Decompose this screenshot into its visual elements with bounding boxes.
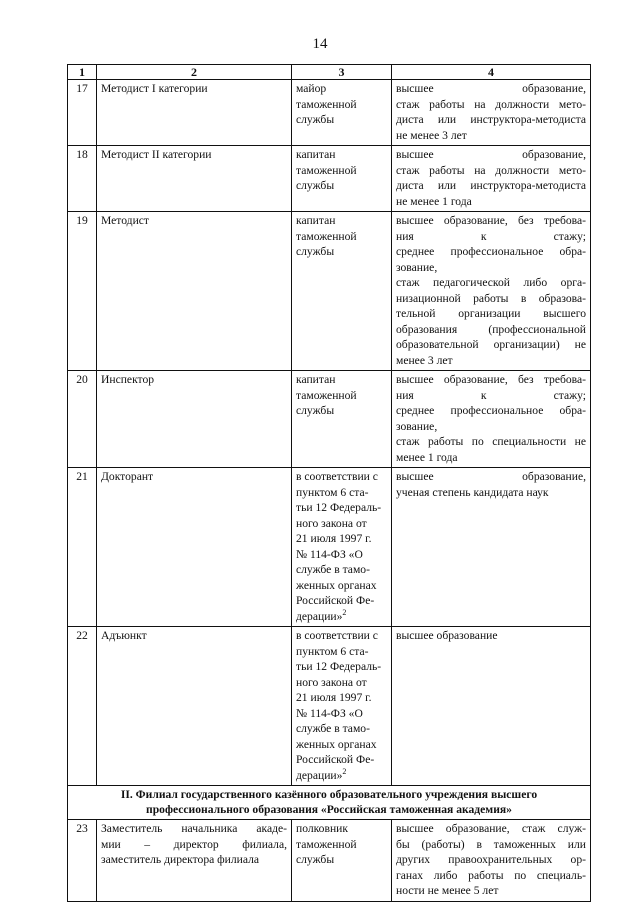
rank — [292, 371, 392, 468]
rank-line: в соответствии с — [296, 470, 378, 483]
rank-line: таможенной — [296, 388, 357, 402]
table-header-row — [68, 65, 591, 80]
rank-line: Российской Фе- — [296, 753, 375, 766]
rank — [292, 820, 392, 902]
rank-line: дерации» — [296, 768, 343, 782]
rank-line: службы — [296, 245, 335, 258]
requirement-line: высшее образование — [396, 629, 498, 642]
rank-line: тьи 12 Федераль- — [296, 660, 382, 673]
qualification-requirements — [392, 212, 591, 371]
requirement-line: низационной работы в образова- — [396, 291, 586, 305]
requirement-line: тельной организации высшего — [396, 307, 586, 320]
requirement-line: ния к стажу; — [396, 388, 586, 402]
rank-line: пунктом 6 ста- — [296, 644, 369, 658]
requirement-line: высшее образование, — [396, 148, 586, 161]
table-row — [68, 212, 591, 371]
row-number: 22 — [68, 627, 97, 786]
column-number-1: 1 — [68, 65, 97, 80]
position-line: Методист II категории — [101, 148, 212, 161]
rank-line: таможенной — [296, 97, 357, 111]
table-row — [68, 146, 591, 212]
row-number: 18 — [68, 146, 97, 212]
position-line: мии – директор филиала, — [101, 837, 287, 851]
rank-line: службе в тамо- — [296, 563, 370, 576]
requirement-line: высшее образование, без требова- — [396, 214, 586, 227]
position-title — [97, 820, 292, 902]
position-title — [97, 371, 292, 468]
column-number-4: 4 — [392, 65, 591, 80]
qualification-requirements — [392, 80, 591, 146]
rank — [292, 468, 392, 627]
requirement-line: стаж работы на должности мето- — [396, 97, 586, 111]
rank-line: 21 июля 1997 г. — [296, 532, 372, 545]
table-row — [68, 627, 591, 786]
requirement-line: менее 1 года — [396, 450, 458, 464]
section-heading — [68, 786, 591, 820]
requirement-line: ганах либо работы по специаль- — [396, 868, 586, 882]
qualification-requirements — [392, 146, 591, 212]
rank — [292, 146, 392, 212]
position-title — [97, 80, 292, 146]
requirement-line: диста или инструктора-методиста — [396, 113, 586, 126]
rank — [292, 212, 392, 371]
column-number-3: 3 — [292, 65, 392, 80]
requirement-line: ния к стажу; — [396, 229, 586, 243]
footnote-marker: 2 — [342, 766, 347, 776]
row-number: 23 — [68, 820, 97, 902]
rank-line: таможенной — [296, 229, 357, 243]
section-heading-row — [68, 786, 591, 820]
requirement-line: образовательной организации) не — [396, 338, 586, 351]
qualification-requirements — [392, 468, 591, 627]
positions-table — [67, 64, 591, 902]
row-number: 19 — [68, 212, 97, 371]
qualification-requirements — [392, 627, 591, 786]
rank-line: № 114-ФЗ «О — [296, 547, 363, 561]
rank-line: таможенной — [296, 837, 357, 851]
rank-line: капитан — [296, 214, 336, 227]
rank — [292, 80, 392, 146]
table-body — [68, 80, 591, 902]
table-row — [68, 468, 591, 627]
requirement-line: среднее профессиональное обра- — [396, 404, 586, 417]
rank-line: тьи 12 Федераль- — [296, 501, 382, 514]
qualification-requirements — [392, 820, 591, 902]
position-line: Методист I категории — [101, 82, 208, 95]
rank-line: ного закона от — [296, 675, 367, 689]
rank-line: Российской Фе- — [296, 594, 375, 607]
requirement-line: стаж работы на должности мето- — [396, 163, 586, 177]
requirement-line: образования (профессиональной — [396, 322, 586, 336]
requirement-line: других правоохранительных ор- — [396, 853, 586, 866]
rank-line: службы — [296, 179, 335, 192]
requirement-line: стаж педагогической либо орга- — [396, 276, 586, 289]
position-line: Докторант — [101, 470, 154, 483]
position-line: Адъюнкт — [101, 629, 147, 642]
requirement-line: не менее 1 года — [396, 194, 472, 208]
requirement-line: высшее образование, — [396, 82, 586, 95]
rank-line: 21 июля 1997 г. — [296, 691, 372, 704]
requirement-line: бы (работы) в таможенных или — [396, 837, 586, 851]
requirement-line: зование, — [396, 419, 438, 433]
footnote-marker: 2 — [342, 607, 347, 617]
column-number-2: 2 — [97, 65, 292, 80]
rank-line: женных органах — [296, 737, 377, 751]
rank-line: ного закона от — [296, 516, 367, 530]
row-number: 21 — [68, 468, 97, 627]
position-line: Заместитель начальника акаде- — [101, 822, 287, 835]
rank-line: службы — [296, 853, 335, 866]
requirement-line: ности не менее 5 лет — [396, 884, 499, 897]
section-heading-line: профессионального образования «Российская таможенная академия» — [146, 803, 512, 816]
page-number: 14 — [312, 36, 328, 52]
requirement-line: стаж работы по специальности не — [396, 435, 586, 448]
requirement-line: высшее образование, — [396, 470, 586, 483]
rank-line: службы — [296, 113, 335, 126]
position-line: Инспектор — [101, 373, 155, 386]
requirement-line: менее 3 лет — [396, 353, 453, 367]
requirement-line: среднее профессиональное обра- — [396, 245, 586, 258]
section-heading-line: II. Филиал государственного казённого образовательного учреждения высшего — [120, 788, 538, 801]
rank-line: женных органах — [296, 578, 377, 592]
rank-line: таможенной — [296, 163, 357, 177]
requirement-line: высшее образование, без требова- — [396, 373, 586, 386]
rank-line: в соответствии с — [296, 629, 378, 642]
rank-line: службе в тамо- — [296, 722, 370, 735]
qualification-requirements — [392, 371, 591, 468]
table-row — [68, 80, 591, 146]
position-line: заместитель директора филиала — [101, 853, 260, 866]
rank-line: службы — [296, 404, 335, 417]
rank-line: дерации» — [296, 609, 343, 623]
rank-line: капитан — [296, 373, 336, 386]
requirement-line: высшее образование, стаж служ- — [396, 822, 586, 835]
table-row — [68, 820, 591, 902]
row-number: 17 — [68, 80, 97, 146]
requirement-line: не менее 3 лет — [396, 128, 467, 142]
rank-line: капитан — [296, 148, 336, 161]
requirement-line: ученая степень кандидата наук — [396, 485, 549, 499]
position-title — [97, 468, 292, 627]
position-title — [97, 146, 292, 212]
requirement-line: диста или инструктора-методиста — [396, 179, 586, 192]
table-row — [68, 371, 591, 468]
row-number: 20 — [68, 371, 97, 468]
rank-line: № 114-ФЗ «О — [296, 706, 363, 720]
rank-line: майор — [296, 82, 327, 95]
position-title — [97, 627, 292, 786]
position-line: Методист — [101, 214, 149, 227]
rank-line: пунктом 6 ста- — [296, 485, 369, 499]
rank — [292, 627, 392, 786]
rank-line: полковник — [296, 822, 348, 835]
position-title — [97, 212, 292, 371]
requirement-line: зование, — [396, 260, 438, 274]
